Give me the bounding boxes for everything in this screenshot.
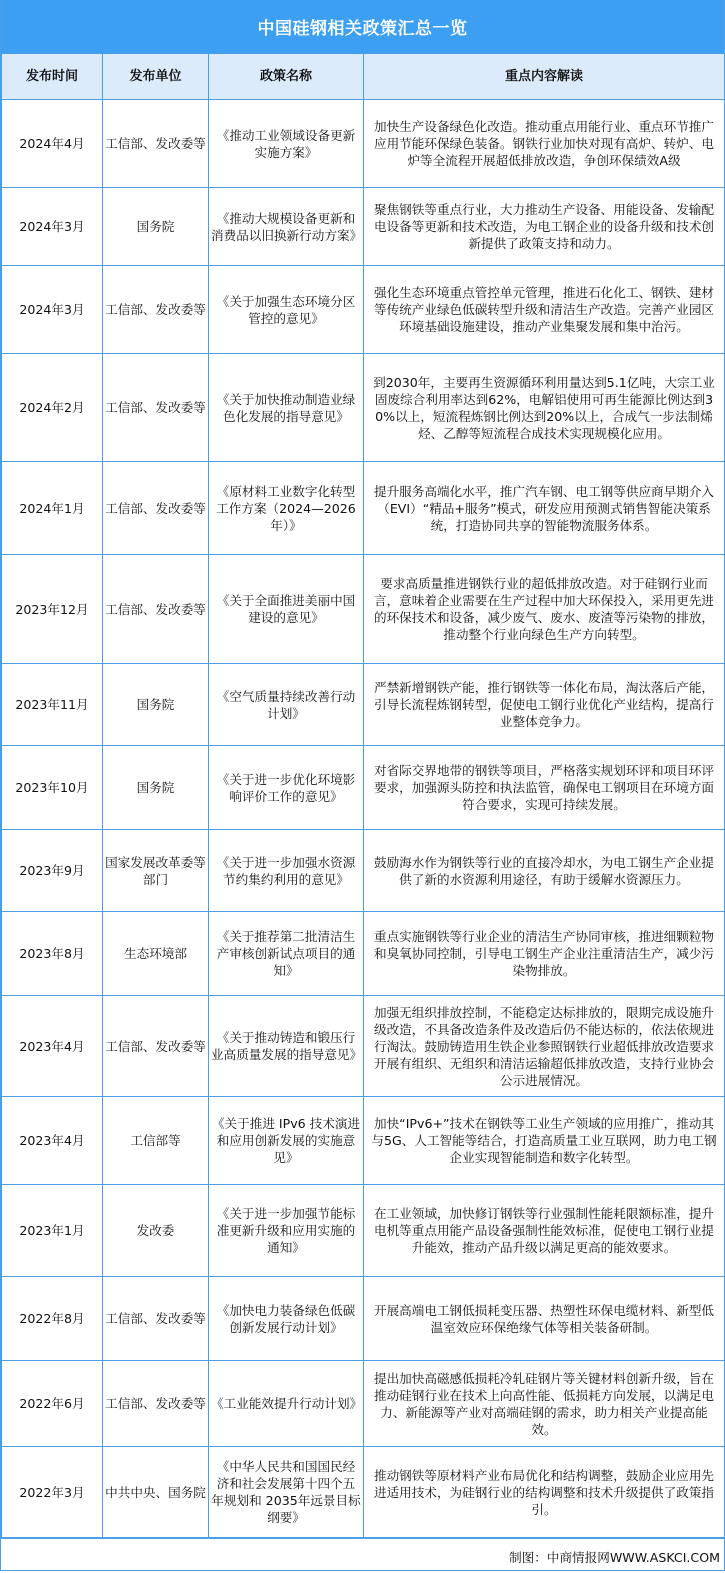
content-cell: 开展高端电工钢低损耗变压器、热塑性环保电缆材料、新型低温室效应环保绝缘气体等相关装备研制。: [364, 1277, 725, 1361]
unit-cell: 工信部、发改委等: [103, 100, 209, 188]
unit-cell: 工信部、发改委等: [103, 462, 209, 555]
table-row: [2, 1097, 725, 1185]
date-cell: 2023年12月: [2, 555, 103, 664]
table-row: [2, 354, 725, 462]
policy-name-cell: 《关于全面推进美丽中国建设的意见》: [209, 555, 364, 664]
content-cell: 重点实施钢铁等行业企业的清洁生产协同审核，推进细颗粒物和臭氧协同控制，引导电工钢生产企业注重清洁生产，减少污染物排放。: [364, 912, 725, 996]
policy-name-cell: 《关于进一步加强节能标准更新升级和应用实施的通知》: [209, 1185, 364, 1277]
content-cell: 对省际交界地带的钢铁等项目，严格落实规划环评和项目环评要求，加强源头防控和执法监管，确保电工钢项目在环境方面符合要求，实现可持续发展。: [364, 746, 725, 830]
policy-name-cell: 《关于推动铸造和锻压行业高质量发展的指导意见》: [209, 996, 364, 1097]
policy-name-cell: 《工业能效提升行动计划》: [209, 1361, 364, 1447]
source-credit: 制图：中商情报网WWW.ASKCI.COM: [1, 1538, 724, 1573]
table-row: [2, 266, 725, 354]
content-cell: 推动钢铁等原材料产业布局优化和结构调整，鼓励企业应用先进适用技术，为硅钢行业的结构调整和技术升级提供了政策指引。: [364, 1447, 725, 1538]
content-cell: 提升服务高端化水平，推广汽车钢、电工钢等供应商早期介入（EVI）“精品+服务”模式，研发应用预测式销售智能决策系统，打造协同共享的智能物流服务体系。: [364, 462, 725, 555]
policy-name-cell: 《关于进一步加强水资源节约集约利用的意见》: [209, 830, 364, 912]
unit-cell: 中共中央、国务院: [103, 1447, 209, 1538]
date-cell: 2022年6月: [2, 1361, 103, 1447]
table-row: [2, 555, 725, 664]
table-row: [2, 1361, 725, 1447]
policy-name-cell: 《推动工业领域设备更新实施方案》: [209, 100, 364, 188]
table-row: [2, 996, 725, 1097]
policy-name-cell: 《关于进一步优化环境影响评价工作的意见》: [209, 746, 364, 830]
policy-table: [1, 53, 725, 1538]
date-cell: 2023年8月: [2, 912, 103, 996]
policy-name-cell: 《关于加快推动制造业绿色化发展的指导意见》: [209, 354, 364, 462]
unit-cell: 国务院: [103, 746, 209, 830]
unit-cell: 工信部、发改委等: [103, 555, 209, 664]
unit-cell: 国家发展改革委等部门: [103, 830, 209, 912]
content-cell: 强化生态环境重点管控单元管理，推进石化化工、钢铁、建材等传统产业绿色低碳转型升级和清洁生产改造。完善产业园区环境基础设施建设，推动产业集聚发展和集中治污。: [364, 266, 725, 354]
policy-name-cell: 《中华人民共和国国民经济和社会发展第十四个五年规划和 2035年远景目标纲要》: [209, 1447, 364, 1538]
content-cell: 严禁新增钢铁产能，推行钢铁等一体化布局，淘汰落后产能，引导长流程炼钢转型，促使电工钢行业优化产业结构，提高行业整体竞争力。: [364, 664, 725, 746]
policy-name-cell: 《加快电力装备绿色低碳创新发展行动计划》: [209, 1277, 364, 1361]
content-cell: 到2030年，主要再生资源循环利用量达到5.1亿吨，大宗工业固废综合利用率达到62%，电解铝使用可再生能源比例达到30%以上，短流程炼钢比例达到20%以上，合成气一步法制烯烃、乙醇等短流程合成技术实现规模化应用。: [364, 354, 725, 462]
content-cell: 在工业领域，加快修订钢铁等行业强制性能耗限额标准，提升电机等重点用能产品设备强制性能效标准，促使电工钢行业提升能效，推动产品升级以满足更高的能效要求。: [364, 1185, 725, 1277]
column-header-unit: 发布单位: [103, 54, 209, 100]
table-row: [2, 462, 725, 555]
unit-cell: 工信部、发改委等: [103, 1277, 209, 1361]
unit-cell: 发改委: [103, 1185, 209, 1277]
unit-cell: 国务院: [103, 188, 209, 266]
policy-name-cell: 《关于加强生态环境分区管控的意见》: [209, 266, 364, 354]
page-title: 中国硅钢相关政策汇总一览: [1, 0, 724, 53]
table-row: [2, 912, 725, 996]
policy-name-cell: 《原材料工业数字化转型工作方案（2024—2026年）》: [209, 462, 364, 555]
policy-name-cell: 《推动大规模设备更新和消费品以旧换新行动方案》: [209, 188, 364, 266]
column-header-date: 发布时间: [2, 54, 103, 100]
date-cell: 2023年4月: [2, 996, 103, 1097]
date-cell: 2023年1月: [2, 1185, 103, 1277]
content-cell: 加快“IPv6+”技术在钢铁等工业生产领域的应用推广，推动其与5G、人工智能等结合，打造高质量工业互联网，助力电工钢企业实现智能制造和数字化转型。: [364, 1097, 725, 1185]
date-cell: 2024年3月: [2, 188, 103, 266]
table-row: [2, 1185, 725, 1277]
policy-name-cell: 《空气质量持续改善行动计划》: [209, 664, 364, 746]
date-cell: 2023年10月: [2, 746, 103, 830]
unit-cell: 工信部等: [103, 1097, 209, 1185]
date-cell: 2023年11月: [2, 664, 103, 746]
content-cell: 鼓励海水作为钢铁等行业的直接冷却水，为电工钢生产企业提供了新的水资源利用途径，有助于缓解水资源压力。: [364, 830, 725, 912]
content-cell: 聚焦钢铁等重点行业，大力推动生产设备、用能设备、发输配电设备等更新和技术改造，为电工钢企业的设备升级和技术创新提供了政策支持和动力。: [364, 188, 725, 266]
unit-cell: 工信部、发改委等: [103, 354, 209, 462]
date-cell: 2023年4月: [2, 1097, 103, 1185]
policy-name-cell: 《关于推荐第二批清洁生产审核创新试点项目的通知》: [209, 912, 364, 996]
date-cell: 2023年9月: [2, 830, 103, 912]
content-cell: 加强无组织排放控制，不能稳定达标排放的，限期完成设施升级改造，不具备改造条件及改造后仍不能达标的，依法依规进行淘汰。鼓励铸造用生铁企业参照钢铁行业超低排放改造要求开展有组织、无组织和清洁运输超低排放改造，支持行业协会公示进展情况。: [364, 996, 725, 1097]
date-cell: 2024年1月: [2, 462, 103, 555]
table-row: [2, 1447, 725, 1538]
date-cell: 2022年3月: [2, 1447, 103, 1538]
date-cell: 2022年8月: [2, 1277, 103, 1361]
table-row: [2, 746, 725, 830]
policy-name-cell: 《关于推进 IPv6 技术演进和应用创新发展的实施意见》: [209, 1097, 364, 1185]
column-header-policy: 政策名称: [209, 54, 364, 100]
table-row: [2, 830, 725, 912]
table-row: [2, 100, 725, 188]
content-cell: 提出加快高磁感低损耗冷轧硅钢片等关键材料创新升级，旨在推动硅钢行业在技术上向高性能、低损耗方向发展，以满足电力、新能源等产业对高端硅钢的需求，助力相关产业提高能效。: [364, 1361, 725, 1447]
table-header-row: [2, 54, 725, 100]
unit-cell: 工信部、发改委等: [103, 266, 209, 354]
table-row: [2, 1277, 725, 1361]
date-cell: 2024年2月: [2, 354, 103, 462]
date-cell: 2024年4月: [2, 100, 103, 188]
table-row: [2, 664, 725, 746]
unit-cell: 生态环境部: [103, 912, 209, 996]
table-row: [2, 188, 725, 266]
unit-cell: 工信部、发改委等: [103, 996, 209, 1097]
date-cell: 2024年3月: [2, 266, 103, 354]
content-cell: 要求高质量推进钢铁行业的超低排放改造。对于硅钢行业而言，意味着企业需要在生产过程中加大环保投入，采用更先进的环保技术和设备，减少废气、废水、废渣等污染物的排放，推动整个行业向绿色生产方向转型。: [364, 555, 725, 664]
content-cell: 加快生产设备绿色化改造。推动重点用能行业、重点环节推广应用节能环保绿色装备。钢铁行业加快对现有高炉、转炉、电炉等全流程开展超低排放改造，争创环保绩效A级: [364, 100, 725, 188]
unit-cell: 工信部、发改委等: [103, 1361, 209, 1447]
column-header-content: 重点内容解读: [364, 54, 725, 100]
unit-cell: 国务院: [103, 664, 209, 746]
